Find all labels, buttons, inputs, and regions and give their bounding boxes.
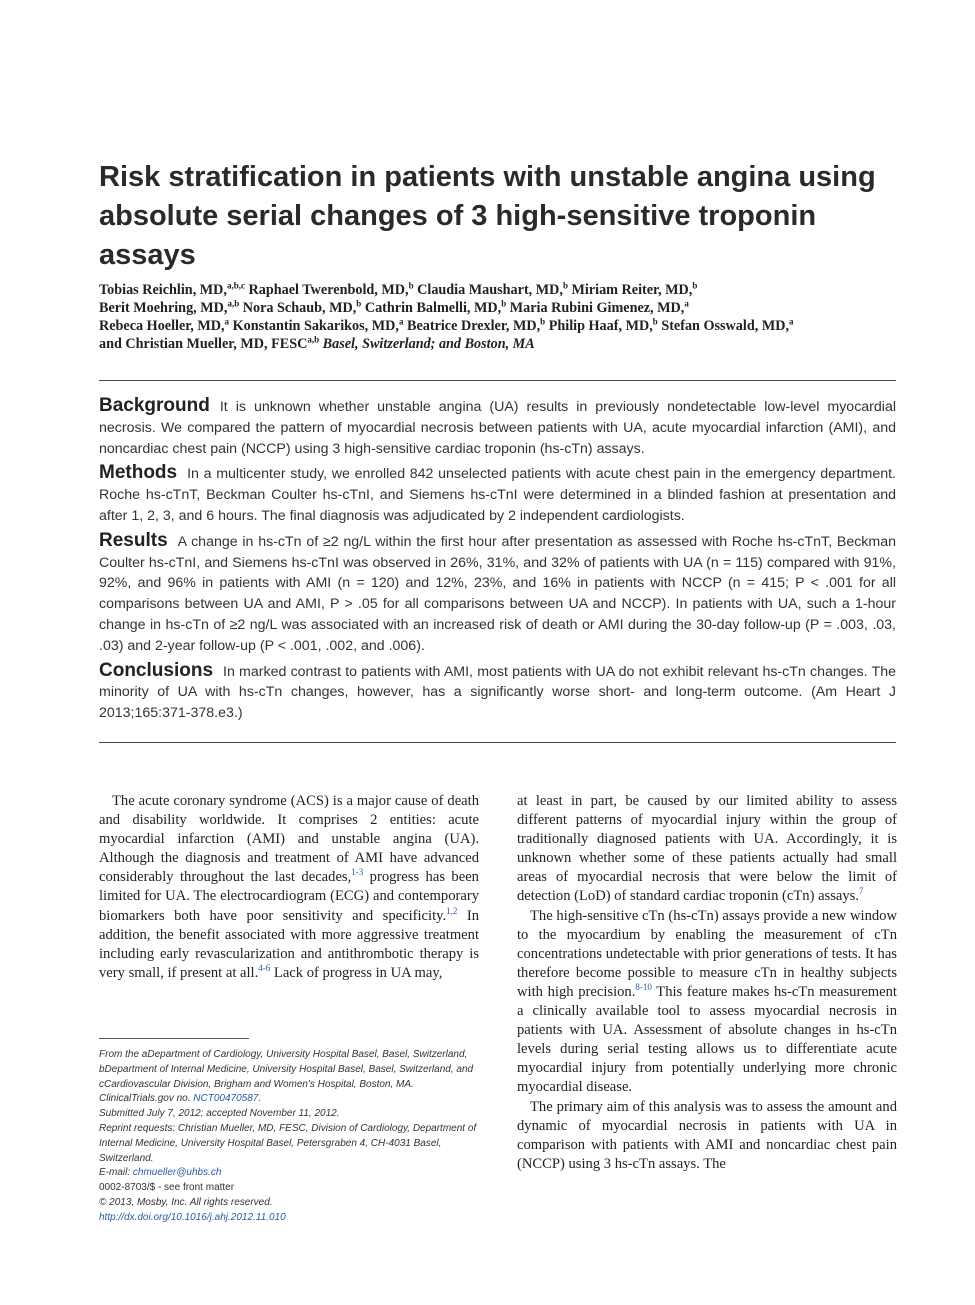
author: Berit Moehring, MD, — [99, 300, 228, 316]
affiliation-marker: a — [684, 298, 689, 309]
affiliation-marker: a,b,c — [226, 280, 245, 291]
submission-dates: Submitted July 7, 2012; accepted November 11, 2012. — [99, 1108, 340, 1120]
citation-link[interactable]: 8-10 — [635, 982, 652, 993]
citation-link[interactable]: 4-6 — [258, 962, 271, 973]
footnotes — [99, 1048, 479, 1226]
author-location: Basel, Switzerland; and Boston, MA — [319, 336, 535, 352]
author: Beatrice Drexler, MD, — [403, 318, 541, 334]
abstract-text: In a multicenter study, we enrolled 842 unselected patients with acute chest pain in the emergency department. Roche hs-cTnT, Beckman Coulter hs-cTnI, and Siemens hs-cTnI were determined in a blinded fashion at presentation and after 1, 2, 3, and 6 hours. The final diagnosis was adjudicated by 2 independent cardiologists. — [99, 466, 896, 524]
abstract-text: In marked contrast to patients with AMI, most patients with UA do not exhibit relevant hs-cTn changes. The minority of UA with hs-cTn changes, however, has a significantly worse short- and long-term outcome. (Am Heart J 2013;165:371-378.e3.) — [99, 663, 896, 722]
affiliation-marker: b — [652, 316, 658, 327]
author: Rebeca Hoeller, MD, — [99, 318, 225, 334]
affiliation-marker: b — [692, 280, 698, 291]
issn-note: 0002-8703/$ - see front matter — [99, 1182, 235, 1194]
affiliation-marker: b — [408, 280, 414, 291]
affiliation-marker: a,b — [307, 334, 320, 345]
body-paragraph: The acute coronary syndrome (ACS) is a major cause of death and disability worldwide. It comprises 2 entities: acute myocardial infarction (AMI) and unstable angina (UA). Although the diagnosis and treatment of AMI have advanced considerably throughout the last decades,$^{1-3}$ progress has been limited for UA. The electrocardiogram (ECG) and contemporary biomarkers both have poor sensitivity and specificity.$^{1,2}$ In addition, the benefit associated with more aggressive treatment including early revascularization and antithrombotic therapy is very small, if present at all.$^{4-6}$ Lack of progress in UA may, — [99, 793, 479, 981]
affiliation-marker: b — [356, 298, 362, 309]
body-paragraph: The primary aim of this analysis was to assess the amount and dynamic of myocardial necrosis in patients with UA in comparison with patients with AMI and noncardiac chest pain (NCCP) using 3 hs-cTn assays. The — [517, 1098, 897, 1172]
abstract-text: A change in hs-cTn of ≥2 ng/L within the first hour after presentation as assessed with Roche hs-cTnT, Beckman Coulter hs-cTnI, and Siemens hs-cTnI was observed in 26%, 31%, and 32% of patients with UA (n = 115) compared with 91%, 92%, and 96% in patients with AMI (n = 120) and 12%, 23%, and 16% in patients with NCCP (n = 415; P < .001 for all comparisons between UA and AMI, P > .05 for all comparisons between UA and NCCP). In patients with UA, such a 1-hour change in hs-cTn of ≥2 ng/L was associated with an increased risk of death or AMI during the 30-day follow-up (P = .003, .03, .03) and 2-year follow-up (P < .001, .002, and .006). — [99, 533, 896, 654]
author: Raphael Twerenbold, MD, — [244, 282, 409, 298]
abstract-methods — [99, 463, 896, 526]
trial-link[interactable]: NCT00470587 — [193, 1093, 259, 1105]
abstract — [99, 396, 896, 728]
affiliation-marker: a — [789, 316, 794, 327]
affiliation-marker: b — [501, 298, 507, 309]
reprint-requests: Reprint requests: Christian Mueller, MD, FESC, Division of Cardiology, Department of Internal Medicine, University Hospital Basel, Petersgraben 4, CH-4031 Basel, Switzerland. — [99, 1122, 477, 1164]
copyright-note: © 2013, Mosby, Inc. All rights reserved. — [99, 1196, 273, 1208]
doi-link[interactable]: http://dx.doi.org/10.1016/j.ahj.2012.11.010 — [99, 1211, 286, 1223]
author: Tobias Reichlin, MD, — [99, 282, 227, 298]
abstract-conclusions — [99, 661, 896, 724]
abstract-heading: Conclusions — [99, 659, 214, 681]
abstract-background — [99, 396, 896, 459]
body-column-right — [517, 792, 897, 1174]
author: and Christian Mueller, MD, FESC — [99, 336, 308, 352]
body-paragraph: The high-sensitive cTn (hs-cTn) assays provide a new window to the myocardium by enabling the measurement of cTn concentrations undetectable with prior generations of tests. It has therefore become possible to measure cTn in healthy subjects with high precision.$^{8-10}$ This feature makes hs-cTn measurement a clinically available tool to assess myocardial necrosis in patients with UA. Assessment of absolute changes in hs-cTn levels during serial testing allows us to differentiate acute myocardial injury from potentially underlying more chronic myocardial disease. — [517, 907, 897, 1096]
email-note: E-mail: chmueller@uhbs.ch — [99, 1167, 222, 1179]
author: Stefan Osswald, MD, — [657, 318, 790, 334]
abstract-heading: Background — [99, 395, 210, 416]
citation-link[interactable]: 1,2 — [446, 905, 458, 916]
body-paragraph: at least in part, be caused by our limited ability to assess different patterns of myocardial injury within the group of traditionally diagnosed patients with UA. Accordingly, it is unknown whether some of these patients actually had small areas of myocardial necrosis that were below the limit of detection (LoD) of standard cardiac troponin (cTn) assays.$^7$ — [517, 793, 897, 905]
author: Maria Rubini Gimenez, MD, — [506, 300, 685, 316]
affiliation-marker: a,b — [227, 298, 240, 309]
affiliation-marker: a — [224, 316, 230, 327]
email-link[interactable]: chmueller@uhbs.ch — [132, 1167, 222, 1179]
affiliations-note: From the aDepartment of Cardiology, University Hospital Basel, Basel, Switzerland, bDepartment of Internal Medicine, University Hospital Basel, Basel, Switzerland, and cCardiovascular Division, Brigham and Women's Hospital, Boston, MA. — [99, 1049, 474, 1090]
trial-registration: ClinicalTrials.gov no. NCT00470587. — [99, 1093, 262, 1105]
abstract-heading: Results — [99, 529, 168, 551]
abstract-text: It is unknown whether unstable angina (UA) results in previously nondetectable low-level myocardial necrosis. We compared the pattern of myocardial necrosis between patients with UA, acute myocardial infarction (AMI), and noncardiac chest pain (NCCP) using 3 high-sensitive cardiac troponin (hs-cTn) assays. — [99, 399, 896, 457]
author: Miriam Reiter, MD, — [567, 282, 693, 298]
article-title: Risk stratification in patients with unstable angina using absolute serial changes of 3 high-sensitive troponin assays — [99, 161, 876, 271]
footnote-rule — [99, 1038, 249, 1039]
author: Nora Schaub, MD, — [239, 300, 357, 316]
author: Philip Haaf, MD, — [545, 318, 653, 334]
body-column-left — [99, 792, 479, 983]
author: Cathrin Balmelli, MD, — [361, 300, 502, 316]
citation-link[interactable]: 7 — [859, 886, 864, 897]
author-list — [99, 281, 896, 353]
author: Claudia Maushart, MD, — [413, 282, 563, 298]
abstract-heading: Methods — [99, 462, 178, 484]
citation-link[interactable]: 1-3 — [351, 867, 364, 878]
abstract-results — [99, 531, 896, 657]
abstract-bottom-rule — [99, 742, 896, 743]
author: Konstantin Sakarikos, MD, — [229, 318, 399, 334]
affiliation-marker: b — [562, 280, 568, 291]
abstract-top-rule — [99, 380, 896, 381]
affiliation-marker: a — [398, 316, 404, 327]
affiliation-marker: b — [540, 316, 546, 327]
